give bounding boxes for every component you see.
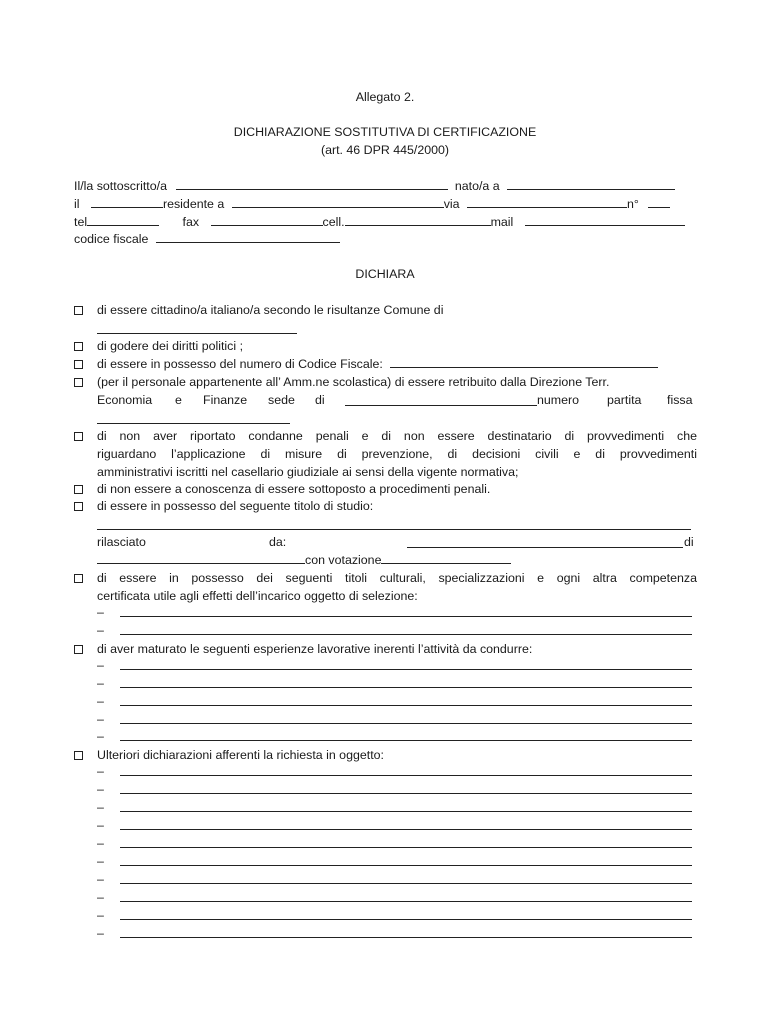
experience-entry-line[interactable] [97, 676, 692, 694]
further-entry-line[interactable] [97, 818, 692, 836]
street-field[interactable] [467, 195, 627, 208]
item-experience [74, 640, 698, 658]
issue-date-field[interactable] [97, 551, 305, 564]
birthplace-field[interactable] [507, 177, 675, 190]
item-convictions-line2: riguardano l’applicazione di misure di prevenzione, di decisioni civili e di provvedimenti [97, 447, 697, 461]
item-degree [74, 497, 698, 515]
checkbox[interactable] [74, 645, 83, 654]
salary-office-field[interactable] [345, 393, 537, 406]
salary-word: sede [268, 393, 295, 407]
dash: – [97, 694, 104, 708]
further-entry-line[interactable] [97, 908, 692, 926]
checkbox[interactable] [74, 432, 83, 441]
checkbox[interactable] [74, 485, 83, 494]
item-salary [74, 373, 698, 427]
experience-entry-line[interactable] [97, 694, 692, 712]
experience-entry-line[interactable] [97, 729, 692, 747]
cell-field[interactable] [345, 213, 491, 226]
salary-word: e [175, 393, 182, 407]
grade-label: con votazione [305, 553, 382, 567]
fax-label: fax [182, 215, 200, 229]
item-tax-code [74, 355, 698, 373]
salary-word: di [315, 393, 325, 407]
dash: – [97, 836, 104, 850]
item-convictions-line3: amministrativi iscritti nel casellario giudiziale ai sensi della vigente normativa; [97, 465, 519, 479]
dash: – [97, 605, 104, 619]
grade-field[interactable] [381, 551, 511, 564]
item-further [74, 746, 698, 764]
mail-label: mail [490, 215, 514, 229]
checkbox[interactable] [74, 360, 83, 369]
undersigned-field[interactable] [176, 177, 448, 190]
dash: – [97, 908, 104, 922]
dash: – [97, 854, 104, 868]
checkbox[interactable] [74, 502, 83, 511]
issuer-field[interactable] [407, 546, 683, 548]
item-further-text: Ulteriori dichiarazioni afferenti la richiesta in oggetto: [97, 748, 384, 762]
issued-label: rilasciato [97, 535, 146, 549]
dash: – [97, 729, 104, 743]
birthdate-label: il [74, 197, 80, 211]
tax-code-number-field[interactable] [390, 355, 658, 368]
mail-field[interactable] [525, 213, 685, 226]
document-subtitle: (art. 46 DPR 445/2000) [320, 143, 450, 157]
item-salary-line2 [97, 391, 697, 409]
cell-label: cell. [322, 215, 345, 229]
item-proceedings [74, 480, 698, 498]
further-entry-line[interactable] [97, 926, 692, 944]
further-entry-line[interactable] [97, 890, 692, 908]
dash: – [97, 764, 104, 778]
further-entry-line[interactable] [97, 854, 692, 872]
further-entry-line[interactable] [97, 872, 692, 890]
salary-word: numero [537, 393, 580, 407]
tel-label: tel [74, 215, 88, 229]
born-at-label: nato/a a [454, 179, 500, 193]
item-degree-text: di essere in possesso del seguente titolo di studio: [97, 499, 374, 513]
tax-code-label: codice fiscale [74, 232, 149, 246]
dash: – [97, 782, 104, 796]
experience-entry-line[interactable] [97, 712, 692, 730]
document-title: DICHIARAZIONE SOSTITUTIVA DI CERTIFICAZIONE [233, 125, 537, 139]
dash: – [97, 800, 104, 814]
fax-field[interactable] [211, 213, 323, 226]
annex-label: Allegato 2. [355, 90, 415, 104]
issued-by-label: da: [269, 535, 287, 549]
item-citizen-text: di essere cittadino/a italiano/a secondo le risultanze Comune di [97, 303, 444, 317]
salary-word: Finanze [203, 393, 248, 407]
declares-heading: DICHIARA [355, 267, 415, 281]
item-salary-line1: (per il personale appartenente all’ Amm.ne scolastica) di essere retribuito dalla Direzione Terr. [97, 375, 610, 389]
municipality-field[interactable] [97, 332, 297, 334]
resident-label: residente a [162, 197, 225, 211]
dash: – [97, 623, 104, 637]
further-entry-line[interactable] [97, 764, 692, 782]
undersigned-label: Il/la sottoscritto/a [74, 179, 167, 193]
further-entry-line[interactable] [97, 836, 692, 854]
item-convictions-line1: di non aver riportato condanne penali e di non essere destinatario di provvedimenti che [97, 429, 697, 443]
checkbox[interactable] [74, 378, 83, 387]
checkbox[interactable] [74, 751, 83, 760]
item-tax-code-text: di essere in possesso del numero di Codice Fiscale: [97, 357, 383, 371]
residence-field[interactable] [232, 195, 444, 208]
item-titles [74, 569, 698, 605]
item-political-rights [74, 337, 698, 355]
item-proceedings-text: di non essere a conoscenza di essere sottoposto a procedimenti penali. [97, 482, 491, 496]
experience-entry-line[interactable] [97, 658, 692, 676]
salary-word: partita [607, 393, 642, 407]
item-experience-text: di aver maturato le seguenti esperienze lavorative inerenti l’attività da condurre: [97, 642, 533, 656]
titles-entry-line[interactable] [97, 623, 692, 641]
street-label: via [443, 197, 460, 211]
house-number-field[interactable] [648, 195, 670, 208]
further-entry-line[interactable] [97, 800, 692, 818]
degree-field[interactable] [97, 528, 691, 530]
item-titles-line2: certificata utile agli effetti dell’incarico oggetto di selezione: [97, 589, 418, 603]
dash: – [97, 676, 104, 690]
tax-code-field[interactable] [156, 230, 340, 243]
issued-line [97, 533, 693, 551]
item-titles-line1: di essere in possesso dei seguenti titoli culturali, specializzazioni e ogni altra competenza [97, 571, 697, 585]
number-label: n° [627, 197, 639, 211]
salary-word: Economia [97, 393, 153, 407]
checkbox[interactable] [74, 342, 83, 351]
dash: – [97, 926, 104, 940]
dash: – [97, 890, 104, 904]
dash: – [97, 658, 104, 672]
titles-entry-line[interactable] [97, 605, 692, 623]
checkbox[interactable] [74, 574, 83, 583]
item-convictions [74, 427, 698, 481]
dash: – [97, 872, 104, 886]
tel-field[interactable] [87, 213, 159, 226]
item-political-rights-text: di godere dei diritti politici ; [97, 339, 244, 353]
further-entry-line[interactable] [97, 782, 692, 800]
dash: – [97, 818, 104, 832]
checkbox[interactable] [74, 306, 83, 315]
dash: – [97, 712, 104, 726]
issued-di-label: di [684, 535, 694, 549]
salary-word: fissa [667, 393, 693, 407]
grade-line [97, 551, 693, 569]
fixed-part-number-field[interactable] [97, 422, 290, 424]
birthdate-field[interactable] [91, 195, 163, 208]
